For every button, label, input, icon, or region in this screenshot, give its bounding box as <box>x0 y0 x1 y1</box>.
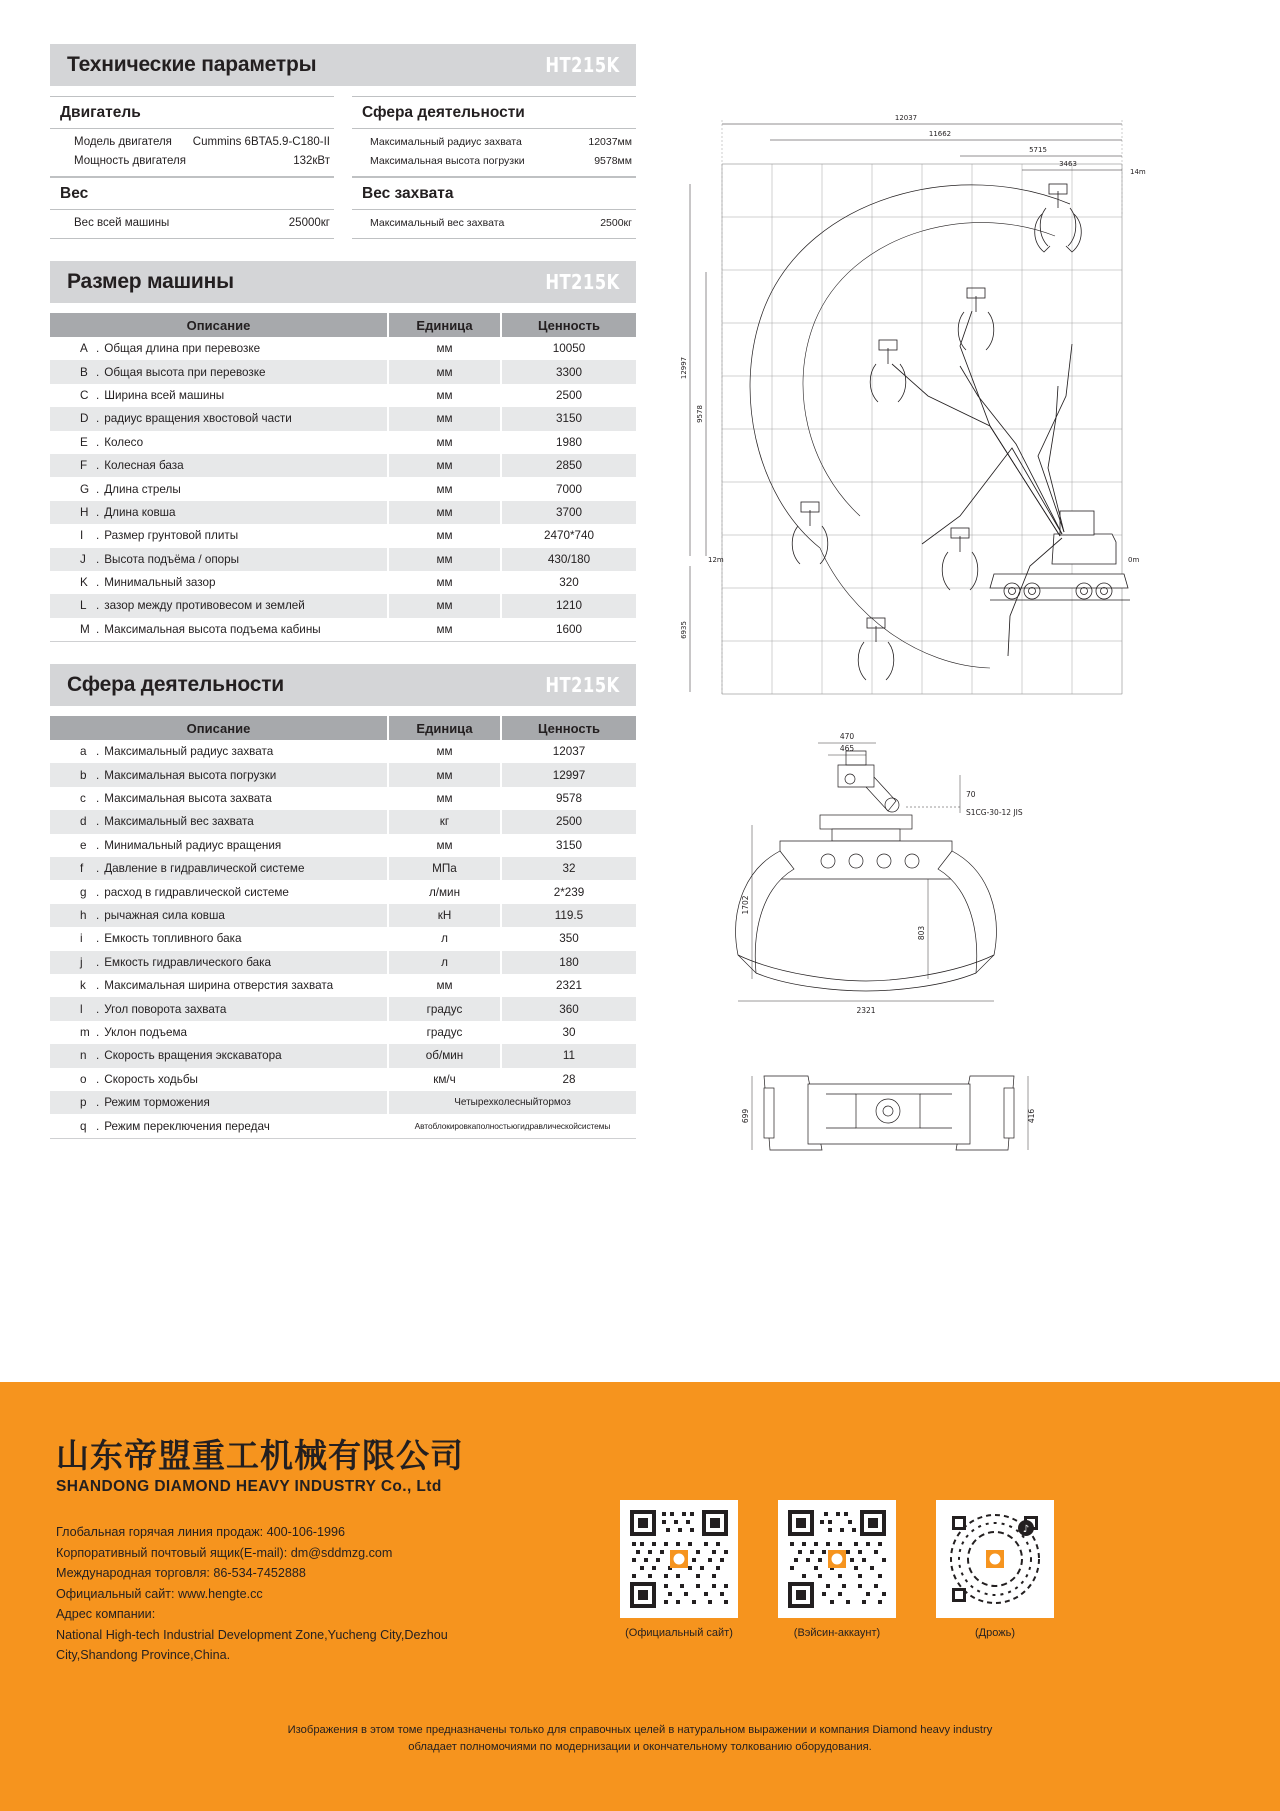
cell-description: B . Общая высота при перевозке <box>50 360 388 383</box>
cell-unit: мм <box>388 524 501 547</box>
row-description: Размер грунтовой плиты <box>104 529 239 543</box>
table-row <box>50 740 636 763</box>
row-description: Режим торможения <box>104 1096 210 1110</box>
table-row <box>50 974 636 997</box>
banner-machine-size <box>50 261 636 303</box>
row-letter: b <box>80 768 87 782</box>
group-rows-weight <box>50 210 334 239</box>
cell-unit: л <box>388 951 501 974</box>
qr-icon <box>784 1506 890 1612</box>
qr-item-douyin <box>936 1500 1054 1639</box>
cell-unit: мм <box>388 571 501 594</box>
table-row <box>50 548 636 571</box>
spec-value: 12037мм <box>588 136 632 148</box>
footer-company-block <box>56 1437 616 1666</box>
table-header-row <box>50 716 636 740</box>
cell-description: i . Емкость топливного бака <box>50 927 388 950</box>
row-description: Колесо <box>104 435 144 449</box>
cell-unit: мм <box>388 477 501 500</box>
row-letter: l <box>80 1002 83 1016</box>
model-badge: HT215K <box>545 53 620 77</box>
grapple-front-svg <box>660 729 1244 1039</box>
dim-label: 70 <box>966 790 976 799</box>
cell-unit: мм <box>388 740 501 763</box>
cell-value: 11 <box>501 1044 636 1067</box>
cell-value: 2500 <box>501 384 636 407</box>
table-row <box>50 1114 636 1137</box>
spec-row <box>50 214 334 233</box>
spec-row <box>352 133 636 152</box>
spec-label: Вес всей машины <box>74 217 170 229</box>
row-letter: p <box>80 1096 87 1110</box>
row-letter: F <box>80 459 88 473</box>
row-description: Высота подъёма / опоры <box>104 552 240 566</box>
dim-label: 1702 <box>741 895 750 915</box>
drawing-grapple-front <box>660 729 1244 1044</box>
cell-description: c . Максимальная высота захвата <box>50 787 388 810</box>
cell-description: K . Минимальный зазор <box>50 571 388 594</box>
cell-description: l . Угол поворота захвата <box>50 997 388 1020</box>
grapple-top-svg <box>660 1054 1244 1184</box>
table-row <box>50 337 636 360</box>
cell-unit: л/мин <box>388 880 501 903</box>
spec-row <box>352 214 636 233</box>
qr-icon <box>942 1506 1048 1612</box>
qr-caption: (Вэйсин-аккаунт) <box>793 1627 881 1639</box>
company-name-cn: 山东帝盟重工机械有限公司 <box>56 1436 464 1475</box>
row-description: Емкость гидравлического бака <box>104 955 271 969</box>
dim-label: 470 <box>839 732 855 741</box>
cell-description: a . Максимальный радиус захвата <box>50 740 388 763</box>
cell-unit: мм <box>388 974 501 997</box>
cell-unit: мм <box>388 454 501 477</box>
cell-description: D . радиус вращения хвостовой части <box>50 407 388 430</box>
cell-value: 2*239 <box>501 880 636 903</box>
cell-unit: мм <box>388 834 501 857</box>
banner-title: Сфера деятельности <box>67 673 284 697</box>
cell-unit: мм <box>388 407 501 430</box>
banner-title: Технические параметры <box>67 53 317 76</box>
cell-value: 30 <box>501 1021 636 1044</box>
cell-description: J . Высота подъёма / опоры <box>50 548 388 571</box>
table-row <box>50 360 636 383</box>
group-rows-grab-weight <box>352 210 636 239</box>
cell-description: F . Колесная база <box>50 454 388 477</box>
row-letter: M <box>80 622 90 636</box>
cell-description: j . Емкость гидравлического бака <box>50 951 388 974</box>
qr-code-wechat <box>778 1500 896 1618</box>
machine-size-table <box>50 313 636 641</box>
contact-line: Адрес компании: <box>56 1607 156 1621</box>
drawing-grapple-top <box>660 1054 1244 1189</box>
cell-value: 7000 <box>501 477 636 500</box>
footer-band <box>0 1382 1280 1811</box>
row-letter: C <box>80 388 89 402</box>
row-description: Максимальная высота подъема кабины <box>104 622 321 636</box>
row-letter: j <box>80 955 83 969</box>
row-description: Давление в гидравлической системе <box>104 862 305 876</box>
cell-description: p . Режим торможения <box>50 1091 388 1114</box>
cell-value: 3700 <box>501 501 636 524</box>
spec-value: 25000кг <box>288 217 330 229</box>
row-description: Максимальная высота погрузки <box>104 768 277 782</box>
table-row <box>50 407 636 430</box>
spec-label: Мощность двигателя <box>74 155 186 167</box>
row-letter: D <box>80 412 89 426</box>
drawing-side-view <box>660 96 1244 711</box>
cell-value: 1210 <box>501 594 636 617</box>
group-title-grab-weight: Вес захвата <box>352 177 636 210</box>
row-description: Минимальный радиус вращения <box>104 838 282 852</box>
specs-content <box>50 44 636 1161</box>
row-description: Общая высота при перевозке <box>104 365 266 379</box>
row-letter: f <box>80 862 84 876</box>
contact-info <box>56 1522 616 1666</box>
row-description: Ширина всей машины <box>104 388 225 402</box>
spec-row <box>50 152 334 171</box>
cell-value: 32 <box>501 857 636 880</box>
row-letter: L <box>80 599 87 613</box>
cell-unit: мм <box>388 787 501 810</box>
row-description: Общая длина при перевозке <box>104 342 261 356</box>
cell-description: h . рычажная сила ковша <box>50 904 388 927</box>
row-description: Длина ковша <box>104 505 176 519</box>
cell-value: 360 <box>501 997 636 1020</box>
technical-drawings <box>660 96 1244 1189</box>
table-row <box>50 904 636 927</box>
table-row <box>50 857 636 880</box>
dim-label: 12m <box>708 556 724 564</box>
row-letter: K <box>80 576 88 590</box>
cell-description: A . Общая длина при перевозке <box>50 337 388 360</box>
row-description: Скорость ходьбы <box>104 1072 198 1086</box>
cell-value: 12997 <box>501 763 636 786</box>
dim-label: 0m <box>1128 556 1140 564</box>
part-code-label: S1CG-30-12 JIS <box>966 808 1023 817</box>
row-description: Емкость топливного бака <box>104 932 242 946</box>
spec-label: Максимальная высота погрузки <box>370 155 525 167</box>
row-letter: q <box>80 1119 87 1133</box>
row-letter: H <box>80 505 89 519</box>
row-letter: A <box>80 342 88 356</box>
row-description: Максимальный радиус захвата <box>104 745 274 759</box>
cell-value: 1600 <box>501 618 636 641</box>
table-row <box>50 1091 636 1114</box>
table-row <box>50 618 636 641</box>
row-description: Угол поворота захвата <box>104 1002 227 1016</box>
qr-code-douyin <box>936 1500 1054 1618</box>
cell-description: E . Колесо <box>50 431 388 454</box>
cell-value: 180 <box>501 951 636 974</box>
top-spec-right <box>352 96 636 239</box>
table-row <box>50 787 636 810</box>
machine-size-rows <box>50 337 636 641</box>
qr-caption: (Официальный сайт) <box>625 1627 733 1639</box>
table-row <box>50 880 636 903</box>
cell-description: o . Скорость ходьбы <box>50 1068 388 1091</box>
cell-unit: мм <box>388 594 501 617</box>
side-view-svg <box>660 96 1244 706</box>
table-row <box>50 1044 636 1067</box>
company-name-en: SHANDONG DIAMOND HEAVY INDUSTRY Co., Ltd <box>56 1478 442 1495</box>
column-header-unit: Единица <box>388 313 501 337</box>
group-rows-engine <box>50 129 334 177</box>
svg-text:♪: ♪ <box>1022 1524 1030 1535</box>
row-description: Уклон подъема <box>104 1025 188 1039</box>
row-letter: n <box>80 1049 87 1063</box>
dim-label: 416 <box>1027 1108 1036 1124</box>
row-letter: h <box>80 909 87 922</box>
qr-code-website <box>620 1500 738 1618</box>
table-row <box>50 1068 636 1091</box>
dim-label: 11662 <box>928 130 952 138</box>
cell-unit: мм <box>388 618 501 641</box>
cell-unit: мм <box>388 431 501 454</box>
dim-label: 12037 <box>894 114 918 122</box>
row-letter: E <box>80 435 88 449</box>
disclaimer-line: обладает полномочиями по модернизации и окончательному толкованию оборудования. <box>408 1741 872 1753</box>
table-row <box>50 384 636 407</box>
column-header-unit: Единица <box>388 716 501 740</box>
work-range-table-wrap <box>50 716 636 1139</box>
row-description: Минимальный зазор <box>104 576 216 590</box>
table-row <box>50 594 636 617</box>
top-spec-block <box>50 96 636 239</box>
group-rows-work-range <box>352 129 636 177</box>
contact-line: Корпоративный почтовый ящик(E-mail): dm@sddmzg.com <box>56 1545 393 1560</box>
dim-label: 2321 <box>856 1006 876 1015</box>
cell-unit: градус <box>388 1021 501 1044</box>
column-header-value: Ценность <box>501 313 636 337</box>
cell-value: 1980 <box>501 431 636 454</box>
dim-label: 699 <box>741 1108 750 1124</box>
cell-value: 28 <box>501 1068 636 1091</box>
cell-value: 350 <box>501 927 636 950</box>
spec-label: Максимальный вес захвата <box>370 217 505 229</box>
row-description: Скорость вращения экскаватора <box>104 1049 282 1063</box>
row-description: Длина стрелы <box>104 482 181 496</box>
cell-unit: градус <box>388 997 501 1020</box>
row-letter: i <box>80 932 83 946</box>
row-letter: d <box>80 815 87 829</box>
contact-line: City,Shandong Province,China. <box>56 1648 231 1662</box>
cell-unit: мм <box>388 384 501 407</box>
table-row <box>50 810 636 833</box>
cell-value: 3150 <box>501 407 636 430</box>
dim-label: 12997 <box>680 356 688 380</box>
table-row <box>50 571 636 594</box>
cell-unit: км/ч <box>388 1068 501 1091</box>
spec-row <box>352 152 636 171</box>
dim-label: 14m <box>1130 168 1146 176</box>
cell-value: 320 <box>501 571 636 594</box>
contact-line: Международная торговля: 86-534-7452888 <box>56 1566 306 1580</box>
column-header-desc: Описание <box>50 313 388 337</box>
qr-item-wechat <box>778 1500 896 1639</box>
cell-description: k . Максимальная ширина отверстия захвата <box>50 974 388 997</box>
cell-unit: л <box>388 927 501 950</box>
qr-icon <box>626 1506 732 1612</box>
row-letter: a <box>80 745 87 759</box>
table-row <box>50 951 636 974</box>
cell-description: C . Ширина всей машины <box>50 384 388 407</box>
row-description: расход в гидравлической системе <box>104 885 289 899</box>
dim-label: 9578 <box>696 405 704 423</box>
cell-value: 2500 <box>501 810 636 833</box>
work-range-table <box>50 716 636 1138</box>
contact-line: National High-tech Industrial Development Zone,Yucheng City,Dezhou <box>56 1627 448 1642</box>
cell-description: g . расход в гидравлической системе <box>50 880 388 903</box>
cell-description: H . Длина ковша <box>50 501 388 524</box>
cell-value: 430/180 <box>501 548 636 571</box>
contact-line: Глобальная горячая линия продаж: 400-106-1996 <box>56 1525 346 1539</box>
cell-unit: мм <box>388 501 501 524</box>
group-title-weight: Вес <box>50 177 334 210</box>
group-title-work-range: Сфера деятельности <box>352 96 636 129</box>
dim-label: 6935 <box>680 621 688 639</box>
cell-unit: кг <box>388 810 501 833</box>
cell-value: 10050 <box>501 337 636 360</box>
row-letter: k <box>80 979 86 993</box>
column-header-value: Ценность <box>501 716 636 740</box>
table-header-row <box>50 313 636 337</box>
cell-value: 2850 <box>501 454 636 477</box>
spec-label: Максимальный радиус захвата <box>370 136 522 148</box>
cell-unit: об/мин <box>388 1044 501 1067</box>
dim-label: 803 <box>917 925 926 941</box>
qr-item-website <box>620 1500 738 1639</box>
cell-value: 3300 <box>501 360 636 383</box>
row-letter: B <box>80 365 88 379</box>
cell-value: 119.5 <box>501 904 636 927</box>
model-badge: HT215K <box>545 270 620 294</box>
top-spec-left <box>50 96 334 239</box>
machine-size-table-wrap <box>50 313 636 642</box>
row-description: Максимальная ширина отверстия захвата <box>104 979 334 993</box>
banner-work-range <box>50 664 636 706</box>
cell-description: n . Скорость вращения экскаватора <box>50 1044 388 1067</box>
row-letter: c <box>80 792 86 806</box>
banner-title: Размер машины <box>67 270 234 293</box>
spec-value: 2500кг <box>600 217 632 229</box>
dim-label: 3463 <box>1059 160 1077 168</box>
table-row <box>50 501 636 524</box>
cell-description: M . Максимальная высота подъема кабины <box>50 618 388 641</box>
table-row <box>50 524 636 547</box>
cell-description: f . Давление в гидравлической системе <box>50 857 388 880</box>
cell-unit: мм <box>388 548 501 571</box>
cell-value: Четырехколесныйтормоз <box>388 1091 636 1114</box>
spec-value: 132кВт <box>293 155 330 167</box>
row-letter: m <box>80 1025 90 1039</box>
cell-unit: кН <box>388 904 501 927</box>
table-row <box>50 834 636 857</box>
table-row <box>50 927 636 950</box>
table-row <box>50 763 636 786</box>
table-row <box>50 477 636 500</box>
row-description: Максимальный вес захвата <box>104 815 254 829</box>
cell-value: Автоблокировкаполностьюгидравлическойсистемы <box>388 1114 636 1137</box>
row-letter: o <box>80 1072 87 1086</box>
model-badge: HT215K <box>545 673 620 698</box>
cell-value: 9578 <box>501 787 636 810</box>
row-description: радиус вращения хвостовой части <box>104 412 292 426</box>
cell-value: 3150 <box>501 834 636 857</box>
cell-value: 2321 <box>501 974 636 997</box>
qr-code-group <box>620 1500 1054 1639</box>
cell-unit: мм <box>388 763 501 786</box>
cell-description: L . зазор между противовесом и землей <box>50 594 388 617</box>
cell-value: 12037 <box>501 740 636 763</box>
table-row <box>50 454 636 477</box>
cell-unit: МПа <box>388 857 501 880</box>
cell-description: d . Максимальный вес захвата <box>50 810 388 833</box>
cell-value: 2470*740 <box>501 524 636 547</box>
cell-description: G . Длина стрелы <box>50 477 388 500</box>
table-row <box>50 431 636 454</box>
row-description: Колесная база <box>104 459 184 473</box>
spec-row <box>50 133 334 152</box>
cell-unit: мм <box>388 337 501 360</box>
group-title-engine: Двигатель <box>50 96 334 129</box>
spec-label: Модель двигателя <box>74 136 172 148</box>
row-description: Максимальная высота захвата <box>104 792 272 806</box>
row-letter: J <box>80 552 86 566</box>
cell-description: b . Максимальная высота погрузки <box>50 763 388 786</box>
disclaimer-line: Изображения в этом томе предназначены только для справочных целей в натуральном выражении и компания Diamond heavy industry <box>287 1724 993 1736</box>
row-letter: g <box>80 885 87 899</box>
cell-description: I . Размер грунтовой плиты <box>50 524 388 547</box>
cell-description: m . Уклон подъема <box>50 1021 388 1044</box>
cell-unit: мм <box>388 360 501 383</box>
qr-caption: (Дрожь) <box>975 1627 1015 1639</box>
row-description: рычажная сила ковша <box>104 909 225 922</box>
contact-line: Официальный сайт: www.hengte.cc <box>56 1586 263 1601</box>
cell-description: q . Режим переключения передач <box>50 1114 388 1137</box>
disclaimer-text <box>0 1722 1280 1756</box>
row-letter: G <box>80 482 90 496</box>
spec-value: Cummins 6BTA5.9-C180-II <box>192 136 330 148</box>
row-description: зазор между противовесом и землей <box>104 599 305 613</box>
work-range-rows <box>50 740 636 1138</box>
row-description: Режим переключения передач <box>104 1119 270 1133</box>
table-row <box>50 1021 636 1044</box>
banner-tech-params <box>50 44 636 86</box>
row-letter: e <box>80 838 87 852</box>
table-row <box>50 997 636 1020</box>
spec-value: 9578мм <box>594 155 632 167</box>
column-header-desc: Описание <box>50 716 388 740</box>
dim-label: 5715 <box>1029 146 1047 154</box>
row-letter: I <box>80 529 84 543</box>
cell-description: e . Минимальный радиус вращения <box>50 834 388 857</box>
dim-label: 465 <box>839 744 855 753</box>
